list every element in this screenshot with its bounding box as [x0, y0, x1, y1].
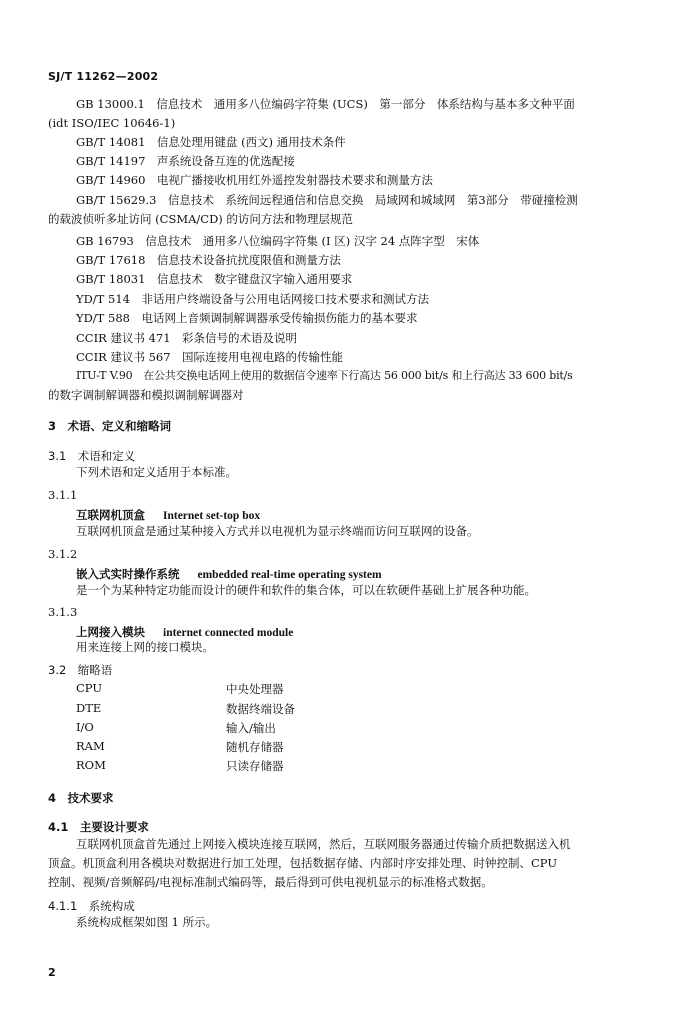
- abbreviation-meaning: 输入/输出: [226, 721, 276, 735]
- term-chinese: 上网接入模块: [76, 625, 145, 639]
- abbreviation-meaning: 数据终端设备: [226, 702, 295, 716]
- term-english: embedded real-time operating system: [197, 569, 382, 581]
- reference-line: CCIR 建议书 567 国际连接用电视电路的传输性能: [76, 350, 344, 364]
- reference-line: GB/T 14081 信息处理用键盘 (西文) 通用技术条件: [76, 135, 346, 149]
- section-3-heading: 3 术语、定义和缩略词: [48, 419, 172, 433]
- paragraph-line: 顶盒。机顶盒利用各模块对数据进行加工处理，包括数据存储、内部时序安排处理、时钟控制、CPU: [48, 856, 558, 870]
- reference-line: CCIR 建议书 471 彩条信号的术语及说明: [76, 331, 298, 345]
- abbreviation: RAM: [76, 739, 105, 753]
- section-4-1-heading: 4.1 主要设计要求: [48, 820, 149, 834]
- section-3-2-heading: 3.2 缩略语: [48, 663, 113, 677]
- reference-line: GB/T 18031 信息技术 数字键盘汉字输入通用要求: [76, 272, 353, 286]
- abbreviation-meaning: 只读存储器: [226, 759, 284, 773]
- term-chinese: 互联网机顶盒: [76, 508, 145, 522]
- standard-code-header: SJ/T 11262—2002: [48, 70, 159, 83]
- term-definition: 互联网机顶盒是通过某种接入方式并以电视机为显示终端而访问互联网的设备。: [76, 524, 479, 538]
- abbreviation: CPU: [76, 681, 103, 695]
- abbreviation: DTE: [76, 701, 102, 715]
- reference-line: (idt ISO/IEC 10646-1): [48, 116, 176, 130]
- term-number: 3.1.2: [48, 547, 78, 561]
- section-4-1-1-text: 系统构成框架如图 1 所示。: [76, 915, 218, 929]
- reference-line: GB 16793 信息技术 通用多八位编码字符集 (I 区) 汉字 24 点阵字型 宋体: [76, 234, 480, 248]
- reference-line: GB/T 14197 声系统设备互连的优选配接: [76, 154, 295, 168]
- term-number: 3.1.3: [48, 605, 78, 619]
- reference-line: GB/T 17618 信息技术设备抗扰度限值和测量方法: [76, 253, 341, 267]
- term-english: Internet set-top box: [163, 510, 261, 522]
- paragraph-line: 互联网机顶盒首先通过上网接入模块连接互联网，然后，互联网服务器通过传输介质把数据送入机: [76, 837, 571, 851]
- reference-line: GB/T 14960 电视广播接收机用红外遥控发射器技术要求和测量方法: [76, 173, 433, 187]
- reference-line: 的数字调制解调器和模拟调制解调器对: [48, 388, 244, 402]
- reference-line: YD/T 588 电话网上音频调制解调器承受传输损伤能力的基本要求: [76, 311, 418, 325]
- term-title: [76, 507, 260, 523]
- abbreviation: I/O: [76, 720, 94, 734]
- page-number: 2: [48, 966, 56, 979]
- abbreviation-meaning: 中央处理器: [226, 682, 284, 696]
- section-4-heading: 4 技术要求: [48, 791, 114, 805]
- reference-line: GB 13000.1 信息技术 通用多八位编码字符集 (UCS) 第一部分 体系结构与基本多文种平面: [76, 97, 575, 111]
- term-chinese: 嵌入式实时操作系统: [76, 567, 180, 581]
- term-english: internet connected module: [163, 627, 294, 639]
- reference-line: 的载波侦听多址访问 (CSMA/CD) 的访问方法和物理层规范: [48, 212, 353, 226]
- abbreviation-meaning: 随机存储器: [226, 740, 284, 754]
- term-definition: 是一个为某种特定功能而设计的硬件和软件的集合体，可以在软硬件基础上扩展各种功能。: [76, 583, 536, 597]
- section-4-1-1-heading: 4.1.1 系统构成: [48, 899, 135, 913]
- paragraph-line: 控制、视频/音频解码/电视标准制式编码等，最后得到可供电视机显示的标准格式数据。: [48, 875, 493, 889]
- abbreviation: ROM: [76, 758, 106, 772]
- reference-line: YD/T 514 非话用户终端设备与公用电话网接口技术要求和测试方法: [76, 292, 429, 306]
- reference-line: GB/T 15629.3 信息技术 系统间远程通信和信息交换 局域网和城域网 第3部分 带碰撞检测: [76, 193, 578, 207]
- section-3-1-intro: 下列术语和定义适用于本标准。: [76, 465, 237, 479]
- section-3-1-heading: 3.1 术语和定义: [48, 449, 136, 463]
- term-number: 3.1.1: [48, 488, 78, 502]
- term-title: [76, 566, 382, 582]
- reference-line: ITU-T V.90 在公共交换电话网上使用的数据信令速率下行高达 56 000 bit/s 和上行高达 33 600 bit/s: [76, 369, 573, 382]
- term-definition: 用来连接上网的接口模块。: [76, 640, 214, 654]
